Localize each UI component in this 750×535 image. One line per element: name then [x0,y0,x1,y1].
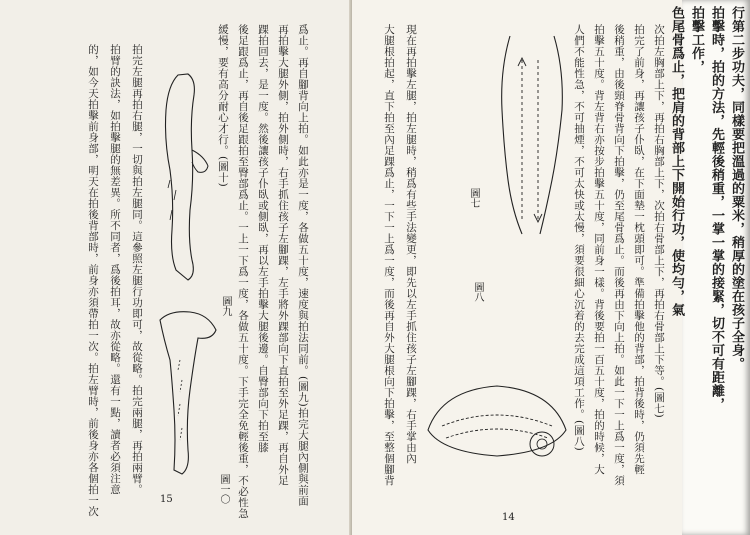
right-text-col-2: 拍完了前身，再讓孩子仆臥，在下面墊一枕頭即可。準備拍擊他的背部，拍背後時，仍須先輕 [633,24,645,475]
right-text-col-4: 拍擊五十度。背左背右亦按步拍擊五十度，同前身一樣。背後要拍一百五十度，拍的時候，大 [593,24,605,475]
figure-7-illustration [492,30,572,240]
left-text-col-4: 後足跟爲止，再自後足跟拍至臀部爲止。一上一下爲一度，各做五十度。下手完全免輕後重，不必性急 [237,24,249,519]
next-page-col-3: 拍擊工作， [689,6,704,74]
figure-10-illustration [150,300,230,480]
figure-7-label: 圖七 [468,188,479,208]
left-text-col-1: 爲止。再自腳背向上拍。如此亦是一度，各做五十度，速度與拍法同前。(圖九)拍完大腿內側與前面 [297,24,309,507]
figure-8-illustration [422,360,572,470]
right-page [352,0,682,535]
left-text-col-2: 再拍擊大腿外側，拍外側時，右手抓住孩子左腳踝，左手將外踝部向下直拍至外足踝，再自外足 [277,24,289,486]
left-lower-col-1: 拍完左腿再拍右腿，一切與拍左腿同。這參照左腿行功即可，故從略。拍完兩腿，再拍兩臂。 [131,44,143,495]
next-page-col-1: 行第二步功夫，同樣要把溫過的粟米，稍厚的塗在孩子全身。 [729,6,744,371]
figure-9-illustration [148,70,218,290]
figure-8-label: 圖八 [472,282,483,302]
next-page-edge [669,0,750,535]
right-page-number: 14 [502,512,515,523]
left-page-number: 15 [160,494,173,505]
right-lower-col-2: 大腿根拍起，直下拍至內足踝爲止，一下一上爲一度，而後再自外大腿根向下拍擊，至整個腳背 [383,24,395,486]
left-page [0,0,352,535]
left-lower-col-3: 的，如今天拍擊前身部，明天在拍後背部時，前身亦須帶拍一次。拍左臂時，前後身亦各個拍一次 [87,44,99,517]
left-lower-col-2: 拍臂的訣法，如拍擊腿的無差異。所不同者，爲後拍耳，故亦從略。還有一點，讀者必須注意 [109,44,121,495]
left-text-col-3: 踝拍回去，是一度。然後讓孩子仆臥或側臥，再以左手拍擊大腿後邊。自臀部向下拍至膝 [257,24,269,453]
left-text-col-5: 緩慢，要有高分耐心才行。(圖十) [217,24,229,188]
right-lower-col-1: 現在再拍擊左腿，拍左腿時，稍爲有些手法變更，即先以左手抓住孩子左腳踝，右手掌由內 [405,24,417,464]
figure-9-label: 圖九 [220,296,231,316]
right-text-col-5: 人們不能性急，不可抽煙，不可太快或太慢，須要很細心沉着的去完成這項工作。(圖八) [573,24,585,452]
right-text-col-1: 次拍左胸部上下，再拍右胸部上下，次拍右骨部上下，再拍右骨部上下等。(圖七) [653,24,665,419]
next-page-col-4: 色尾骨爲止，把肩的背部上下開始行功，使均勻，氣 [669,6,684,317]
right-text-col-3: 後稍重，由後頸脊骨背向下拍擊，仍至尾骨爲止。而後再由下向上拍。如此一下一上爲一度，須 [613,24,625,486]
figure-10-label: 圖一〇 [218,474,229,504]
next-page-col-2: 拍擊時，拍的方法，先輕後稍重，一掌一掌的接緊，切不可有距離， [709,6,724,411]
